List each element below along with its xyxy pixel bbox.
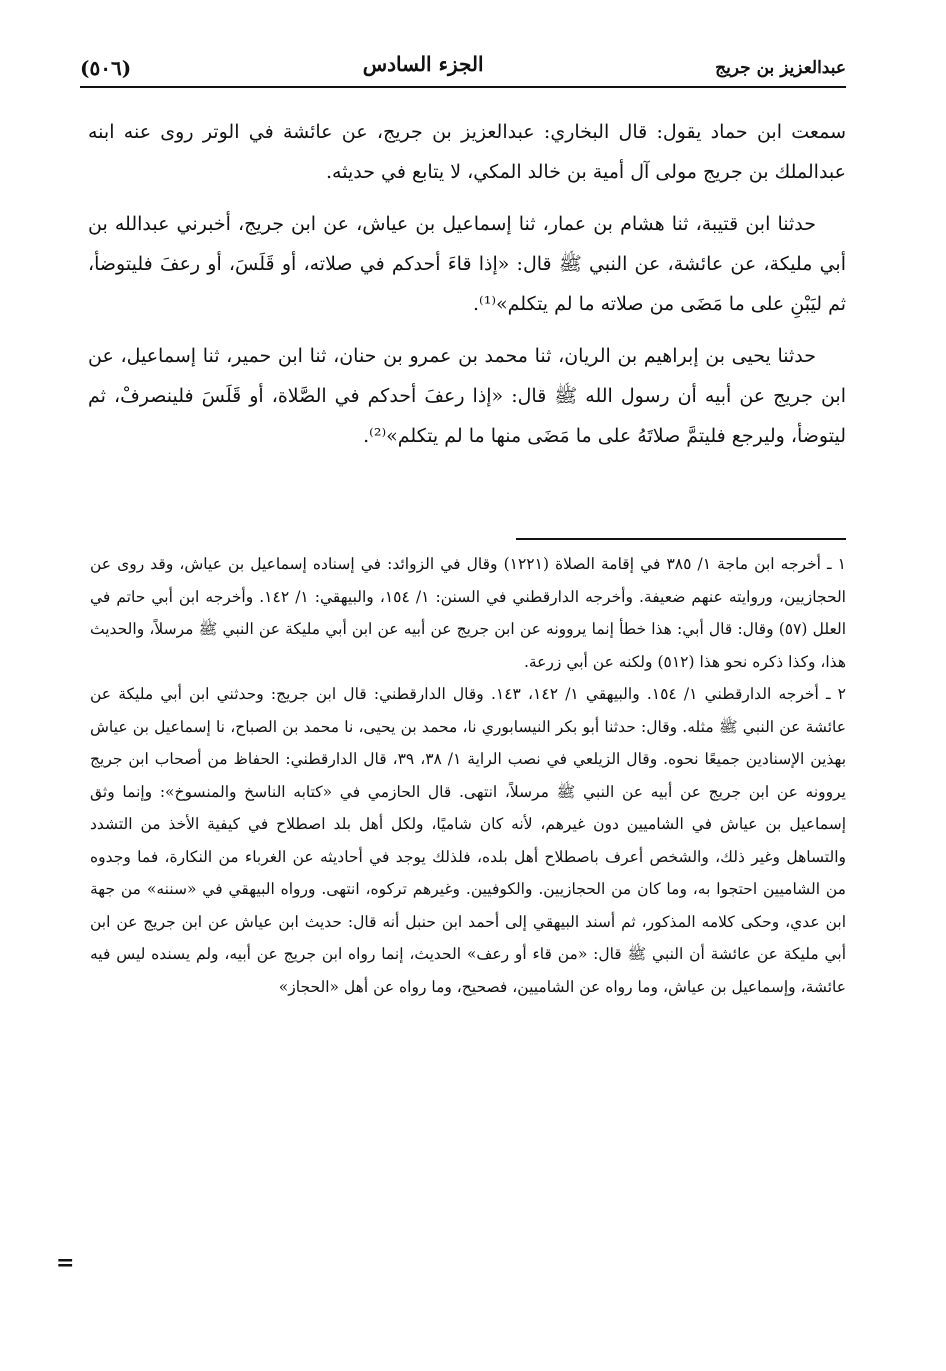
page-number: (٥٠٦) [80, 56, 132, 80]
footnote-2: ٢ ـ أخرجه الدارقطني ١/ ١٥٤. والبيهقي ١/ ١٤٢، ١٤٣. وقال الدارقطني: قال ابن جريج: وحدثني ابن أبي مليكة عن عائشة عن النبي ﷺ مثله. وقال: حدثنا أبو بكر النيسابوري نا، محمد بن يحيى، نا محمد بن الصباح، نا إسماعيل بن عياش بهذين الإسنادين جميعًا نحوه. وقال الزيلعي في نصب الراية ١/ ٣٨، ٣٩، قال الدارقطني: الحفاظ من أصحاب ابن جريج يروونه عن ابن جريج عن أبيه عن النبي ﷺ مرسلاً، انتهى. قال الحازمي في «كتابه الناسخ والمنسوخ»: وإنما وثق إسماعيل بن عياش في الشاميين دون غيرهم، لأنه كان شاميًا، ولكل أهل بلد اصطلاح في كيفية الأخذ من التشدد والتساهل وغير ذلك، والشخص أعرف باصطلاح أهل بلده، فلذلك يوجد في أحاديثه عن الغرباء من النكارة، فما وجدوه من الشاميين احتجوا به، وما كان من الحجازيين. والكوفيين. وغيرهم تركوه، انتهى. ورواه البيهقي في «سننه» من جهة ابن عدي، وحكى كلامه المذكور، ثم أسند البيهقي إلى أحمد ابن حنبل أنه قال: حديث ابن عياش عن ابن جريج عن ابن أبي مليكة عن عائشة أن النبي ﷺ قال: «من قاء أو رعف» الحديث، إنما رواه ابن جريج عن أبيه، ولم يسنده ليس فيه عائشة، وإسماعيل بن عياش، وما رواه عن الشاميين، فصحيح، وما رواه عن أهل «الحجاز» [90, 685, 847, 996]
main-paragraph-3: حدثنا يحيى بن إبراهيم بن الريان، ثنا محمد بن عمرو بن حنان، ثنا ابن حمير، ثنا إسماعيل، عن ابن جريج عن أبيه أن رسول الله ﷺ قال: «إذا رعفَ أحدكم في الصَّلاة، أو قَلَسَ فلينصرفْ، ثم ليتوضأ، وليرجع فليتمَّ صلاتَهُ على ما مَضَى منها ما لم يتكلم»⁽²⁾. [88, 345, 846, 447]
main-paragraph-2: حدثنا ابن قتيبة، ثنا هشام بن عمار، ثنا إسماعيل بن عياش، عن ابن جريج، أخبرني عبدالله بن أبي مليكة، عن عائشة، عن النبي ﷺ قال: «إذا قاءَ أحدكم في صلاته، أو قَلَسَ، أو رعفَ فليتوضأ، ثم ليَبْنِ على ما مَضَى من صلاته ما لم يتكلم»⁽¹⁾. [88, 213, 846, 315]
running-head-author: عبدالعزيز بن جريج [715, 58, 846, 78]
footnote-separator [516, 538, 846, 540]
running-head-part: الجزء السادس [362, 52, 484, 76]
page-header [80, 40, 846, 88]
continuation-mark: = [56, 1250, 75, 1276]
main-text [88, 112, 846, 468]
main-paragraph-1: سمعت ابن حماد يقول: قال البخاري: عبدالعزيز بن جريج، عن عائشة في الوتر روى عنه ابنه عبدالملك بن جريج مولى آل أمية بن خالد المكي، لا يتابع في حديثه. [88, 121, 846, 183]
footnotes [90, 548, 846, 1003]
footnote-1: ١ ـ أخرجه ابن ماجة ١/ ٣٨٥ في إقامة الصلاة (١٢٢١) وقال في الزوائد: في إسناده إسماعيل بن عياش، وقد روى عن الحجازيين، وروايته عنهم ضعيفة. وأخرجه الدارقطني في السنن: ١/ ١٥٤، والبيهقي: ١/ ١٤٢. وأخرجه ابن أبي حاتم في العلل (٥٧) وقال: قال أبي: هذا خطأ إنما يروونه عن ابن جريج عن أبيه عن ابن أبي مليكة عن النبي ﷺ مرسلاً، والحديث هذا، وكذا ذكره نحو هذا (٥١٢) ولكنه عن أبي زرعة. [90, 555, 846, 671]
